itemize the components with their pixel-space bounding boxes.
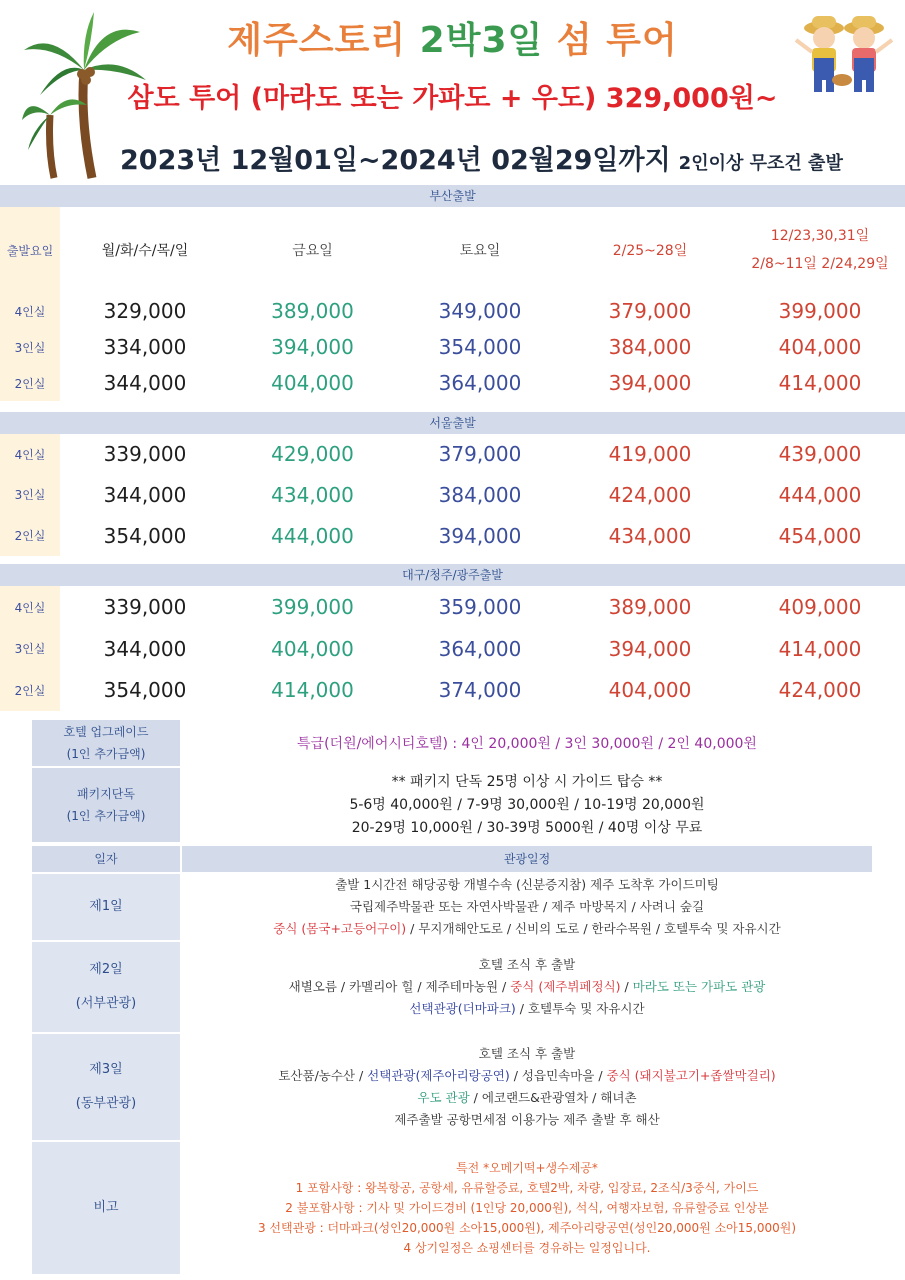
price-cell: 434,000 xyxy=(608,523,692,548)
day-schedule xyxy=(182,874,872,940)
col-header: 금요일 xyxy=(292,243,333,259)
day-label xyxy=(32,1034,180,1140)
row-label: 3인실 xyxy=(0,329,60,365)
row-label: 2인실 xyxy=(0,365,60,401)
col-header: 월/화/수/목/일 xyxy=(101,243,189,259)
price-row xyxy=(0,329,905,365)
price-section-seoul xyxy=(0,412,905,556)
package-line: 20-29명 10,000원 / 30-39명 5000원 / 40명 이상 무료 xyxy=(351,819,703,836)
price-cell: 444,000 xyxy=(271,523,354,548)
package-solo-value xyxy=(182,768,872,842)
price-cell: 389,000 xyxy=(608,595,692,619)
lunch-text: 중식 (몸국+고등어구이) xyxy=(273,921,407,936)
label-line: (1인 추가금액) xyxy=(66,809,146,823)
price-cell: 429,000 xyxy=(271,442,354,466)
price-cell: 339,000 xyxy=(103,442,187,466)
package-solo-label xyxy=(32,768,180,842)
price-cell: 349,000 xyxy=(438,299,522,323)
notes-text xyxy=(182,1142,872,1274)
section-title: 대구/청주/광주출발 xyxy=(0,564,905,586)
optional-tour-text: 선택관광(제주아리랑공연) xyxy=(367,1068,510,1083)
price-cell: 414,000 xyxy=(778,636,862,661)
island-tour-text: 마라도 또는 가파도 관광 xyxy=(632,979,766,994)
note-line: 3 선택관광 : 더마파크(성인20,000원 소아15,000원), 제주아리랑공연(성인20,000원 소아15,000원) xyxy=(257,1221,797,1235)
price-cell: 424,000 xyxy=(778,678,862,702)
section-title: 서울출발 xyxy=(0,412,905,434)
hotel-upgrade-text: 특급(더원/에어시티호텔) : 4인 20,000원 / 3인 30,000원 / 2인 40,000원 xyxy=(297,736,757,752)
price-cell: 404,000 xyxy=(778,335,862,359)
schedule-text: 토산품/농수산 / xyxy=(278,1068,368,1083)
package-solo xyxy=(32,768,872,842)
row-label: 출발요일 xyxy=(0,207,60,293)
day-label-text: 제3일 xyxy=(89,1062,123,1077)
col-header-schedule: 관광일정 xyxy=(182,846,872,872)
row-label: 4인실 xyxy=(0,434,60,474)
price-cell: 344,000 xyxy=(103,636,187,661)
itinerary-day-2 xyxy=(32,942,872,1032)
hotel-upgrade-label xyxy=(32,720,180,766)
row-label: 2인실 xyxy=(0,669,60,711)
schedule-line: 국립제주박물관 또는 자연사박물관 / 제주 마방목지 / 사려니 숲길 xyxy=(349,899,705,914)
price-row xyxy=(0,669,905,711)
price-cell: 444,000 xyxy=(778,482,862,507)
schedule-line xyxy=(289,976,766,998)
price-cell: 344,000 xyxy=(103,371,187,395)
price-cell: 379,000 xyxy=(608,299,692,323)
price-cell: 404,000 xyxy=(271,636,354,661)
day-label-text: 비고 xyxy=(93,1200,119,1215)
row-label: 3인실 xyxy=(0,628,60,669)
price-section-daegu xyxy=(0,564,905,711)
price-cell: 354,000 xyxy=(103,523,187,548)
note-line: 2 불포함사항 : 기사 및 가이드경비 (1인당 20,000원), 석식, 여행자보험, 유류할증료 인상분 xyxy=(285,1201,769,1215)
row-label: 4인실 xyxy=(0,586,60,628)
schedule-text: / 무지개해안도로 / 신비의 도로 / 한라수목원 / 호텔투숙 및 자유시간 xyxy=(406,921,781,936)
island-tour-text: 우도 관광 xyxy=(417,1090,470,1105)
schedule-line: 제주출발 공항면세점 이용가능 제주 출발 후 해산 xyxy=(394,1112,660,1127)
page-title: 제주스토리 2박3일 섬 투어 xyxy=(227,20,678,61)
day-label-text: 제1일 xyxy=(89,899,123,914)
itinerary-day-1 xyxy=(32,874,872,940)
day-label-text: (서부관광) xyxy=(75,996,137,1011)
note-line: 특전 *오메기떡+생수제공* xyxy=(456,1161,598,1175)
price-cell: 364,000 xyxy=(438,371,522,395)
price-header-row xyxy=(0,207,905,293)
price-row xyxy=(0,628,905,669)
price-cell: 374,000 xyxy=(438,678,522,702)
note-line: 1 포함사항 : 왕복항공, 공항세, 유류할증료, 호텔2박, 차량, 입장료, 2조식/3중식, 가이드 xyxy=(295,1181,759,1195)
schedule-text: / xyxy=(620,979,633,994)
col-header-line: 2/8~11일 2/24,29일 xyxy=(751,256,889,272)
price-cell: 424,000 xyxy=(608,482,692,507)
col-header-day: 일자 xyxy=(32,846,180,872)
schedule-text: / 호텔투숙 및 자유시간 xyxy=(515,1001,645,1016)
schedule-line: 출발 1시간전 해당공항 개별수속 (신분증지참) 제주 도착후 가이드미팅 xyxy=(335,877,719,892)
col-header xyxy=(735,207,905,293)
itinerary-notes xyxy=(32,1142,872,1274)
row-label: 4인실 xyxy=(0,293,60,329)
row-label: 3인실 xyxy=(0,474,60,515)
price-cell: 344,000 xyxy=(103,482,187,507)
price-cell: 409,000 xyxy=(778,595,862,619)
schedule-line xyxy=(273,918,780,940)
itinerary-table xyxy=(32,846,872,1274)
package-line: ** 패키지 단독 25명 이상 시 가이드 탑승 ** xyxy=(391,773,663,790)
price-cell: 439,000 xyxy=(778,442,862,466)
page-subtitle: 삼도 투어 (마라도 또는 가파도 + 우도) 329,000원~ xyxy=(127,83,778,114)
day-label xyxy=(32,942,180,1032)
day-label-text: 제2일 xyxy=(89,962,123,977)
price-row xyxy=(0,586,905,628)
section-title: 부산출발 xyxy=(0,185,905,207)
price-row xyxy=(0,365,905,401)
price-row xyxy=(0,434,905,474)
price-cell: 394,000 xyxy=(438,523,522,548)
price-cell: 334,000 xyxy=(103,335,187,359)
schedule-line xyxy=(409,998,644,1020)
label-line: 호텔 업그레이드 xyxy=(63,725,149,739)
hotel-upgrade xyxy=(32,720,872,766)
day-schedule xyxy=(182,942,872,1032)
price-row xyxy=(0,515,905,556)
price-cell: 414,000 xyxy=(271,678,354,702)
price-section-busan xyxy=(0,185,905,401)
lunch-text: 중식 (제주뷔페정식) xyxy=(510,979,621,994)
schedule-line xyxy=(417,1087,636,1109)
hotel-upgrade-value xyxy=(182,720,872,766)
price-cell: 384,000 xyxy=(438,482,522,507)
price-cell: 384,000 xyxy=(608,335,692,359)
day-label-text: (동부관광) xyxy=(75,1096,137,1111)
price-cell: 434,000 xyxy=(271,482,354,507)
col-header-line: 12/23,30,31일 xyxy=(770,228,870,244)
price-cell: 394,000 xyxy=(608,371,692,395)
price-cell: 404,000 xyxy=(608,678,692,702)
schedule-text: 새별오름 / 카멜리아 힐 / 제주테마농원 / xyxy=(288,979,511,994)
price-cell: 404,000 xyxy=(271,371,354,395)
package-line: 5-6명 40,000원 / 7-9명 30,000원 / 10-19명 20,000원 xyxy=(349,796,705,813)
col-header: 2/25~28일 xyxy=(612,243,688,259)
price-cell: 394,000 xyxy=(271,335,354,359)
farmer-kids-icon xyxy=(792,10,897,100)
price-cell: 354,000 xyxy=(438,335,522,359)
optional-tour-text: 선택관광(더마파크) xyxy=(409,1001,516,1016)
price-cell: 399,000 xyxy=(271,595,354,619)
price-cell: 329,000 xyxy=(103,299,187,323)
col-header: 토요일 xyxy=(459,243,501,259)
note-line: 4 상기일정은 쇼핑센터를 경유하는 일정입니다. xyxy=(403,1241,651,1255)
price-cell: 379,000 xyxy=(438,442,522,466)
price-row xyxy=(0,474,905,515)
price-cell: 414,000 xyxy=(778,371,862,395)
price-cell: 399,000 xyxy=(778,299,862,323)
day-schedule xyxy=(182,1034,872,1140)
day-label xyxy=(32,1142,180,1274)
price-cell: 359,000 xyxy=(438,595,522,619)
price-cell: 354,000 xyxy=(103,678,187,702)
label-line: (1인 추가금액) xyxy=(66,747,146,761)
itinerary-day-3 xyxy=(32,1034,872,1140)
schedule-line xyxy=(278,1065,775,1087)
itinerary-header xyxy=(32,846,872,872)
price-cell: 419,000 xyxy=(608,442,692,466)
header xyxy=(0,0,905,183)
price-cell: 339,000 xyxy=(103,595,187,619)
schedule-line: 호텔 조식 후 출발 xyxy=(478,957,576,972)
price-row xyxy=(0,293,905,329)
price-cell: 364,000 xyxy=(438,636,522,661)
lunch-text: 중식 (돼지불고기+좁쌀막걸리) xyxy=(606,1068,776,1083)
schedule-line: 호텔 조식 후 출발 xyxy=(478,1046,576,1061)
schedule-text: / 성읍민속마을 / xyxy=(509,1068,607,1083)
label-line: 패키지단독 xyxy=(77,787,135,801)
schedule-text: / 에코랜드&관광열차 / 해녀촌 xyxy=(469,1090,637,1105)
day-label xyxy=(32,874,180,940)
price-cell: 389,000 xyxy=(271,299,354,323)
row-label: 2인실 xyxy=(0,515,60,556)
price-cell: 394,000 xyxy=(608,636,692,661)
period: 2023년 12월01일~2024년 02월29일까지 2인이상 무조건 출발 xyxy=(120,145,843,176)
price-cell: 454,000 xyxy=(778,523,862,548)
